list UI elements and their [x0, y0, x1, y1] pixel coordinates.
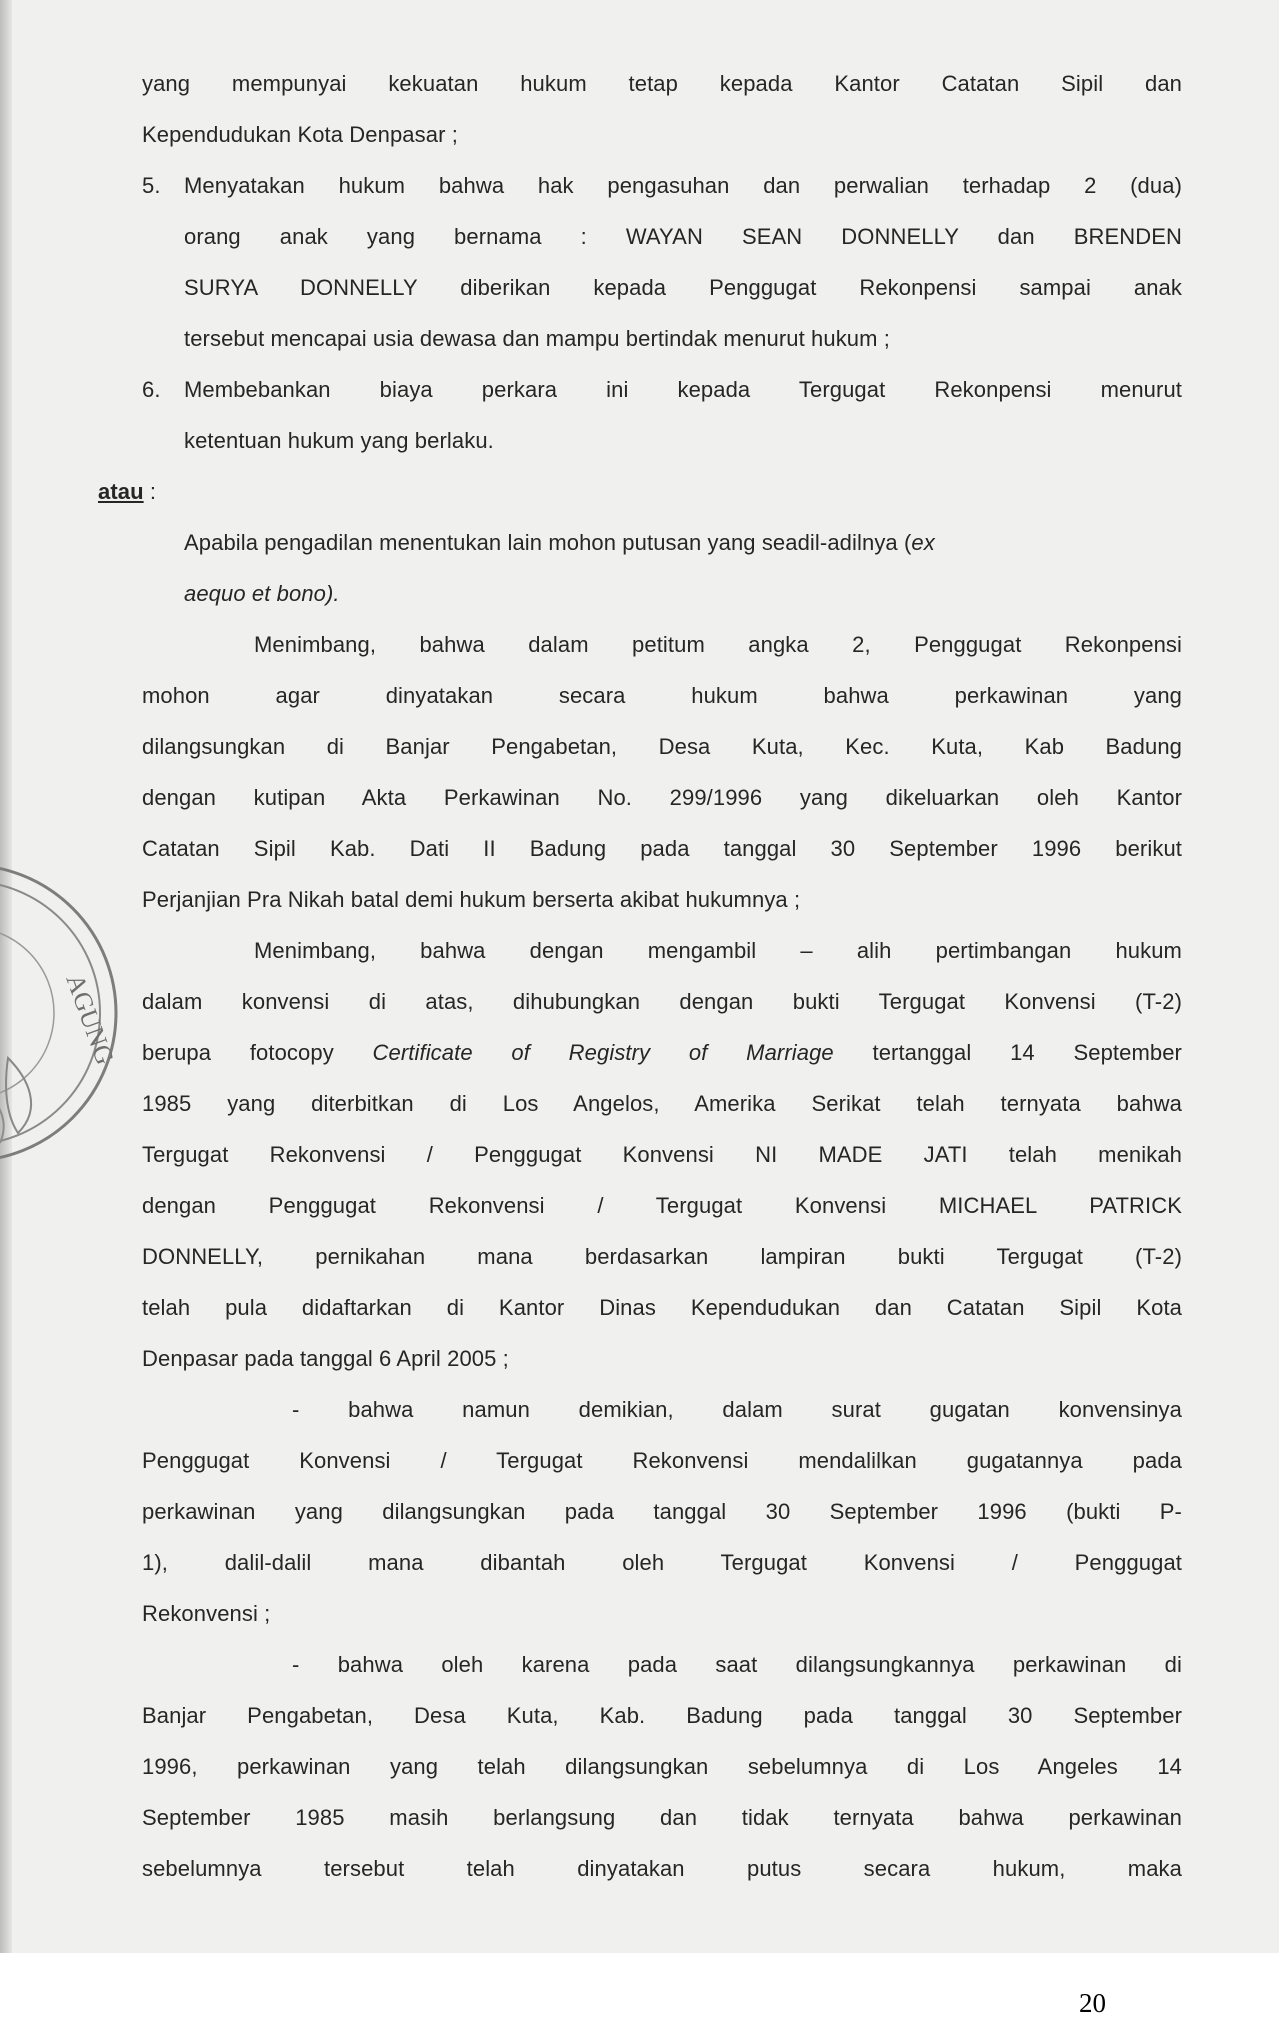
- text-line: 1996, perkawinan yang telah dilangsungkan sebelumnya di Los Angeles 14: [142, 1754, 1182, 1779]
- latin-term: aequo et bono).: [184, 581, 340, 606]
- text-line: September 1985 masih berlangsung dan tidak ternyata bahwa perkawinan: [142, 1805, 1182, 1830]
- atau-word: atau: [98, 479, 144, 504]
- text-line: SURYA DONNELLY diberikan kepada Penggugat Rekonpensi sampai anak: [184, 275, 1182, 300]
- text-line: [142, 568, 1182, 619]
- dash-item: - bahwa oleh karena pada saat dilangsungkannya perkawinan di: [292, 1652, 1182, 1677]
- item-text: Membebankan biaya perkara ini kepada Tergugat Rekonpensi menurut: [184, 377, 1182, 402]
- seal-lettering: AGUNG: [60, 970, 120, 1069]
- text-line: Perjanjian Pra Nikah batal demi hukum berserta akibat hukumnya ;: [142, 887, 801, 912]
- latin-term: ex: [911, 530, 935, 555]
- text-line: orang anak yang bernama : WAYAN SEAN DONNELLY dan BRENDEN: [184, 224, 1182, 249]
- certificate-title: Certificate of Registry of Marriage: [372, 1040, 834, 1065]
- court-seal-stamp: [0, 858, 120, 1168]
- page-number: 20: [1079, 1988, 1106, 2018]
- text-line: Tergugat Rekonvensi / Penggugat Konvensi NI MADE JATI telah menikah: [142, 1142, 1182, 1167]
- text-line: telah pula didaftarkan di Kantor Dinas Kependudukan dan Catatan Sipil Kota: [142, 1295, 1182, 1320]
- text-line: tersebut mencapai usia dewasa dan mampu bertindak menurut hukum ;: [184, 326, 890, 351]
- text-line: DONNELLY, pernikahan mana berdasarkan lampiran bukti Tergugat (T-2): [142, 1244, 1182, 1269]
- list-item-6: [142, 364, 1182, 415]
- text-segment: tertanggal 14 September: [833, 1040, 1182, 1065]
- text-line: 1985 yang diterbitkan di Los Angelos, Amerika Serikat telah ternyata bahwa: [142, 1091, 1182, 1116]
- item-number: 5.: [142, 173, 161, 198]
- atau-colon: :: [143, 479, 157, 504]
- text-line: yang mempunyai kekuatan hukum tetap kepada Kantor Catatan Sipil dan: [142, 71, 1182, 96]
- paragraph-start: Menimbang, bahwa dengan mengambil – alih pertimbangan hukum: [254, 938, 1182, 963]
- text-line: dengan kutipan Akta Perkawinan No. 299/1996 yang dikeluarkan oleh Kantor: [142, 785, 1182, 810]
- text-line: Rekonvensi ;: [142, 1601, 271, 1626]
- item-text: Menyatakan hukum bahwa hak pengasuhan dan perwalian terhadap 2 (dua): [184, 173, 1182, 198]
- text-line: dengan Penggugat Rekonvensi / Tergugat Konvensi MICHAEL PATRICK: [142, 1193, 1182, 1218]
- text-line: dilangsungkan di Banjar Pengabetan, Desa Kuta, Kec. Kuta, Kab Badung: [142, 734, 1182, 759]
- text-segment: Apabila pengadilan menentukan lain mohon putusan yang seadil-adilnya (: [184, 530, 912, 555]
- text-segment: berupa fotocopy: [142, 1040, 373, 1065]
- text-line: sebelumnya tersebut telah dinyatakan putus secara hukum, maka: [142, 1856, 1182, 1881]
- text-line: dalam konvensi di atas, dihubungkan dengan bukti Tergugat Konvensi (T-2): [142, 989, 1182, 1014]
- text-line: perkawinan yang dilangsungkan pada tanggal 30 September 1996 (bukti P-: [142, 1499, 1182, 1524]
- document-body: [98, 58, 1182, 1894]
- text-line: ketentuan hukum yang berlaku.: [184, 428, 494, 453]
- text-line: Kependudukan Kota Denpasar ;: [142, 122, 458, 147]
- text-line: Catatan Sipil Kab. Dati II Badung pada tanggal 30 September 1996 berikut: [142, 836, 1182, 861]
- text-line: Banjar Pengabetan, Desa Kuta, Kab. Badung pada tanggal 30 September: [142, 1703, 1182, 1728]
- atau-heading: [98, 466, 1182, 517]
- list-item-5: [142, 160, 1182, 211]
- text-line: 1), dalil-dalil mana dibantah oleh Tergugat Konvensi / Penggugat: [142, 1550, 1182, 1575]
- text-line: mohon agar dinyatakan secara hukum bahwa perkawinan yang: [142, 683, 1182, 708]
- text-line: Denpasar pada tanggal 6 April 2005 ;: [142, 1346, 509, 1371]
- item-number: 6.: [142, 377, 161, 402]
- text-line: [142, 1027, 1182, 1078]
- text-line: Penggugat Konvensi / Tergugat Rekonvensi mendalilkan gugatannya pada: [142, 1448, 1182, 1473]
- paragraph-start: Menimbang, bahwa dalam petitum angka 2, Penggugat Rekonpensi: [254, 632, 1182, 657]
- text-line: [142, 517, 1182, 568]
- dash-item: - bahwa namun demikian, dalam surat gugatan konvensinya: [292, 1397, 1182, 1422]
